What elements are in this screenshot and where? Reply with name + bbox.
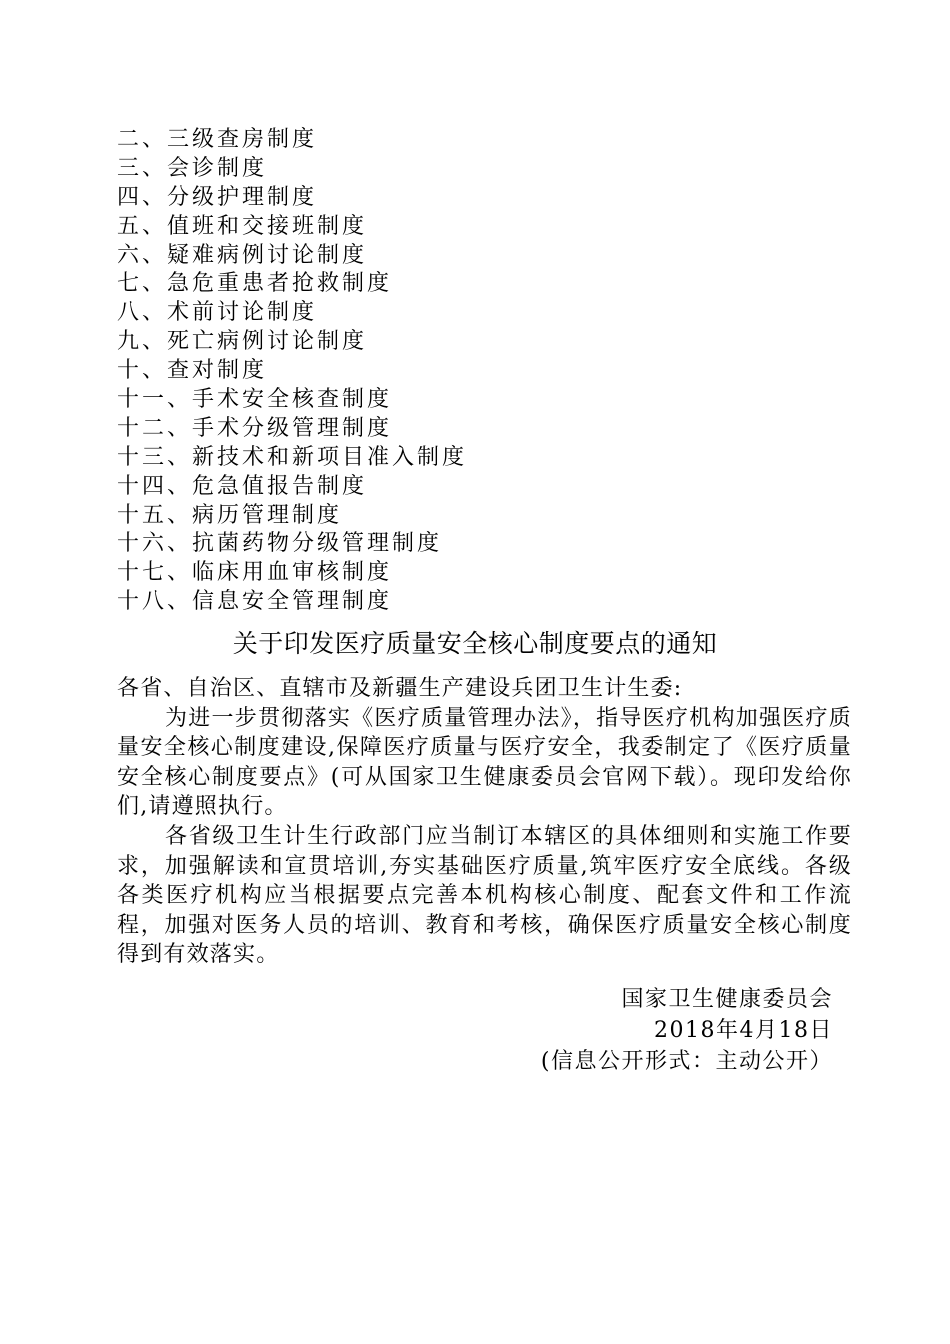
list-item: 十三、新技术和新项目准入制度	[117, 444, 468, 470]
notice-body	[117, 674, 852, 970]
list-item: 八、术前讨论制度	[117, 300, 318, 326]
issue-date: 2018年4月18日	[654, 1018, 833, 1043]
list-item: 十二、手术分级管理制度	[117, 415, 393, 441]
list-item: 十六、抗菌药物分级管理制度	[117, 531, 443, 557]
disclosure-note: (信息公开形式：主动公开）	[540, 1049, 833, 1074]
list-item: 二、三级查房制度	[117, 127, 318, 152]
list-item: 十四、危急值报告制度	[117, 473, 368, 499]
core-system-list	[117, 126, 467, 617]
list-item: 十五、病历管理制度	[117, 502, 343, 528]
list-item: 四、分级护理制度	[117, 184, 318, 210]
notice-title: 关于印发医疗质量安全核心制度要点的通知	[232, 629, 718, 658]
list-item: 十八、信息安全管理制度	[117, 589, 393, 615]
notice-paragraph: 为进一步贯彻落实《医疗质量管理办法》，指导医疗机构加强医疗质量安全核心制度建设,保障医疗质量与医疗安全，我委制定了《医疗质量安全核心制度要点》(可从国家卫生健康委员会官网下载）。现印发给你们,请遵照执行。	[117, 705, 852, 820]
notice-paragraph: 各省级卫生计生行政部门应当制订本辖区的具体细则和实施工作要求，加强解读和宣贯培训,夯实基础医疗质量,筑牢医疗安全底线。各级各类医疗机构应当根据要点完善本机构核心制度、配套文件和工作流程，加强对医务人员的培训、教育和考核，确保医疗质量安全核心制度得到有效落实。	[117, 823, 852, 968]
list-item: 十、查对制度	[117, 358, 268, 384]
list-item: 五、值班和交接班制度	[117, 213, 368, 239]
notice-salutation: 各省、自治区、直辖市及新疆生产建设兵团卫生计生委:	[117, 676, 683, 701]
list-item: 九、死亡病例讨论制度	[117, 329, 368, 355]
issuer-name: 国家卫生健康委员会	[621, 987, 833, 1012]
list-item: 六、疑难病例讨论制度	[117, 242, 368, 268]
list-item: 十七、临床用血审核制度	[117, 560, 393, 586]
list-item: 七、急危重患者抢救制度	[117, 271, 393, 297]
list-item: 十一、手术安全核查制度	[117, 387, 393, 413]
signature-block	[541, 984, 833, 1077]
list-item: 三、会诊制度	[117, 155, 268, 181]
